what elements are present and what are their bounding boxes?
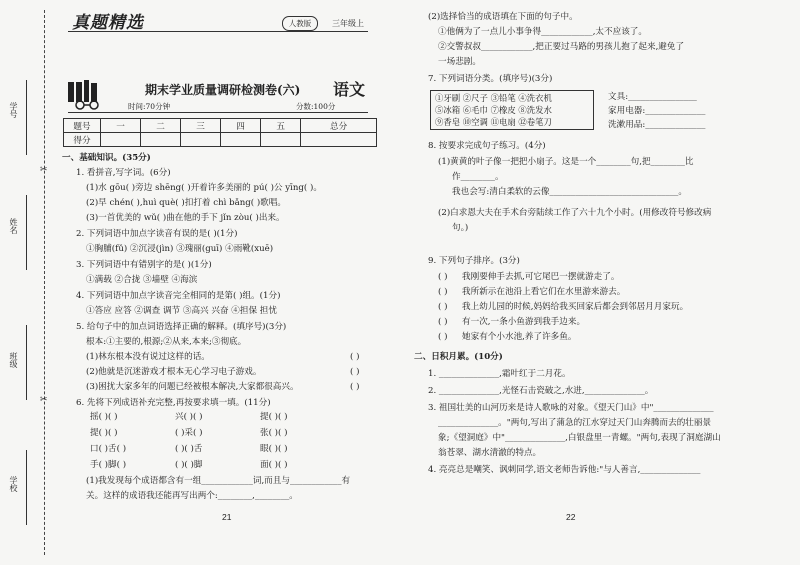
page-number-right: 22 [566,512,576,522]
total-score: 分数:100分 [296,102,336,111]
recite-3-line-3[interactable]: 象;《望洞庭》中"______________,白银盘里一青螺。"两句,表现了洞庭湖山 [438,433,721,443]
q9-sentence: 我上幼儿园的时候,妈妈给我买回家后都会到邻居月月家玩。 [462,302,689,312]
q3-options[interactable]: ①满载 ②合拢 ③墙壁 ④海滨 [86,275,198,285]
section-2-title: 二、日积月累。(10分) [414,352,503,362]
student-id-label: 学号 [9,102,18,118]
q3-prompt: 3. 下列词语中有错别字的是( )(1分) [76,260,212,270]
q7-category-toiletries[interactable]: 洗漱用品:______________ [608,120,706,130]
q7-category-stationery[interactable]: 文具:________________ [608,92,697,102]
q6-sub-1-line-1[interactable]: (1)我发现每个成语都含有一组____________词,而且与____________有 [86,476,351,486]
q7-word-box [430,90,594,130]
score-table [63,118,377,147]
subject-title: 语文 [333,80,366,99]
q6-idiom[interactable]: 眼( )( ) [260,444,288,454]
q6-idiom[interactable]: 摇( )( ) [90,412,118,422]
q5-answer-3[interactable]: ( ) [350,382,360,392]
school-label: 学校 [9,476,18,492]
q6-prompt: 6. 先将下列成语补充完整,再按要求填一填。(11分) [76,398,271,408]
q9-order-4[interactable]: ( ) [438,317,448,327]
recite-1[interactable]: 1. ______________,霜叶红于二月花。 [428,369,571,379]
q5-sentence-1: (1)林东根本没有说过这样的话。 [86,352,210,362]
q4-options[interactable]: ①答应 应答 ②调查 调节 ③高兴 兴奋 ④担保 担忧 [86,306,277,316]
score-table-cell: 三 [181,119,221,133]
score-input[interactable] [101,133,141,147]
score-table-cell: 得分 [64,133,101,147]
score-table-cell: 四 [221,119,261,133]
books-glasses-icon [66,80,116,110]
q6-idiom[interactable]: 提( )( ) [90,428,118,438]
time-limit: 时间:70分钟 [128,102,171,111]
q2-options[interactable]: ①胸脯(fǔ) ②沉浸(jìn) ③瑰丽(guī) ④雨靴(xuē) [86,244,274,254]
q7-word-row: ⑤冰箱 ⑥毛巾 ⑦橡皮 ⑧洗发水 [435,105,552,115]
q5-sentence-2: (2)他就是沉迷游戏才根本无心学习电子游戏。 [86,367,262,377]
score-table-cell: 二 [141,119,181,133]
q9-sentence: 我所新示在池沿上看它们在水里游来游去。 [462,287,626,297]
q7-prompt: 7. 下列词语分类。(填序号)(3分) [428,74,553,84]
q9-order-5[interactable]: ( ) [438,332,448,342]
q5-answer-2[interactable]: ( ) [350,367,360,377]
score-input[interactable] [221,133,261,147]
q8-1-cont[interactable]: 作________。 [452,172,504,182]
q9-order-1[interactable]: ( ) [438,272,448,282]
score-input[interactable] [181,133,221,147]
exam-title: 期末学业质量调研检测卷(六) [145,83,301,97]
title-rule [68,112,368,113]
q8-1-write[interactable]: 我也会写:清白柔软的云像______________________________。 [452,187,687,197]
recite-4[interactable]: 4. 亮亮总是嘲笑、讽刺同学,语文老师告诉他:"与人善言,______________ [428,465,701,475]
recite-3-line-4: 翁苍翠、湖水清澈的特点。 [438,448,542,458]
name-label: 姓名 [9,218,18,234]
q9-sentence: 她家有个小水池,养了许多鱼。 [462,332,577,342]
recite-2[interactable]: 2. ______________,光怪石击瓷破之,水进,______________。 [428,386,654,396]
q6-idiom[interactable]: 手( )脚( ) [90,460,127,470]
grade-label: 三年级上 [332,19,364,28]
q9-prompt: 9. 下列句子排序。(3分) [428,256,520,266]
section-1-title: 一、基础知识。(35分) [62,153,151,163]
scissors-icon: ✂ [40,165,48,175]
q5-answer-1[interactable]: ( ) [350,352,360,362]
name-blank[interactable] [26,195,27,270]
school-blank[interactable] [26,450,27,525]
score-table-cell: 五 [261,119,301,133]
score-table-cell: 一 [101,119,141,133]
q9-sentence: 我刚要伸手去抓,可它尾巴一摆就游走了。 [462,272,620,282]
q5-prompt: 5. 给句子中的加点词语选择正确的解释。(填序号)(3分) [76,322,287,332]
score-table-cell: 总分 [301,119,377,133]
q6-idiom[interactable]: ( )( )舌 [175,444,203,454]
class-blank[interactable] [26,325,27,400]
q9-order-3[interactable]: ( ) [438,302,448,312]
q6-idiom[interactable]: 兴( )( ) [175,412,203,422]
student-id-blank[interactable] [26,80,27,155]
q8-2-cont: 句。) [452,223,469,233]
class-label: 班级 [9,352,18,368]
score-input[interactable] [301,133,377,147]
q7-word-row: ⑨香皂 ⑩空调 ⑪电扇 ⑫卷笔刀 [435,117,552,127]
q8-1[interactable]: (1)黄黄的叶子像一把把小扇子。这是一个________句,把________比 [438,157,694,167]
q1-line-1[interactable]: (1)水 gōu( )旁边 shēng( )开着许多美丽的 pú( )公 yīng( )。 [86,183,322,193]
q7-word-row: ①牙刷 ②尺子 ③铅笔 ④洗衣机 [435,93,552,103]
q6-idiom[interactable]: 面( )( ) [260,460,288,470]
q6-idiom[interactable]: ( )采( ) [175,428,203,438]
page-number-left: 21 [222,512,232,522]
q8-2: (2)白求恩大夫在手术台旁陆续工作了六十九个小时。(用修改符号修改病 [438,208,712,218]
q8-prompt: 8. 按要求完成句子练习。(4分) [428,141,546,151]
q5-sentence-3: (3)困扰大家多年的问题已经被根本解决,大家都很高兴。 [86,382,299,392]
recite-3-line-1[interactable]: 3. 祖国壮美的山河历来是诗人歌咏的对象。《望天门山》中"______________ [428,403,714,413]
q6-idiom[interactable]: 提( )( ) [260,412,288,422]
q6-idiom[interactable]: ( )( )脚 [175,460,203,470]
q6-sub-1-line-2[interactable]: 关。这样的成语我还能再写出两个:________,________。 [86,491,298,501]
score-input[interactable] [141,133,181,147]
q9-order-2[interactable]: ( ) [438,287,448,297]
q6-sub-2-a[interactable]: ①他俩为了一点儿小事争得____________,太不应该了。 [438,27,647,37]
q1-prompt: 1. 看拼音,写字词。(6分) [76,168,171,178]
q6-idiom[interactable]: 口( )舌( ) [90,444,127,454]
q5-definition: 根本:①主要的,根源;②从来,本来;③彻底。 [86,337,247,347]
q4-prompt: 4. 下列词语中加点字读音完全相同的是第( )组。(1分) [76,291,281,301]
score-input[interactable] [261,133,301,147]
q6-sub-2-c: 一场悲剧。 [438,57,481,67]
q6-sub-2-prompt: (2)选择恰当的成语填在下面的句子中。 [428,12,578,22]
scissors-icon: ✂ [40,395,48,405]
recite-3-line-2[interactable]: ______________。"两句,写出了蒲急的江水穿过天门山奔腾而去的壮丽景 [438,418,712,428]
q1-line-2[interactable]: (2)早 chén( ),huì què( )扣打着 chì bǎng( )歌唱。 [86,198,286,208]
binding-line [44,10,45,555]
q6-idiom[interactable]: 张( )( ) [260,428,288,438]
q7-category-appliances[interactable]: 家用电器:______________ [608,106,706,116]
q1-line-3[interactable]: (3)一首优美的 wǔ( )曲在他的手下 jǐn zòu( )出来。 [86,213,285,223]
series-title: 真题精选 [72,13,144,33]
q6-sub-2-b[interactable]: ②交警叔叔____________,把正要过马路的男孩儿抱了起来,避免了 [438,42,685,52]
q9-sentence: 有一次,一条小鱼游到我手边来。 [462,317,586,327]
score-table-cell: 题号 [64,119,101,133]
edition-badge: 人教版 [282,16,318,31]
q2-prompt: 2. 下列词语中加点字读音有误的是( )(1分) [76,229,238,239]
